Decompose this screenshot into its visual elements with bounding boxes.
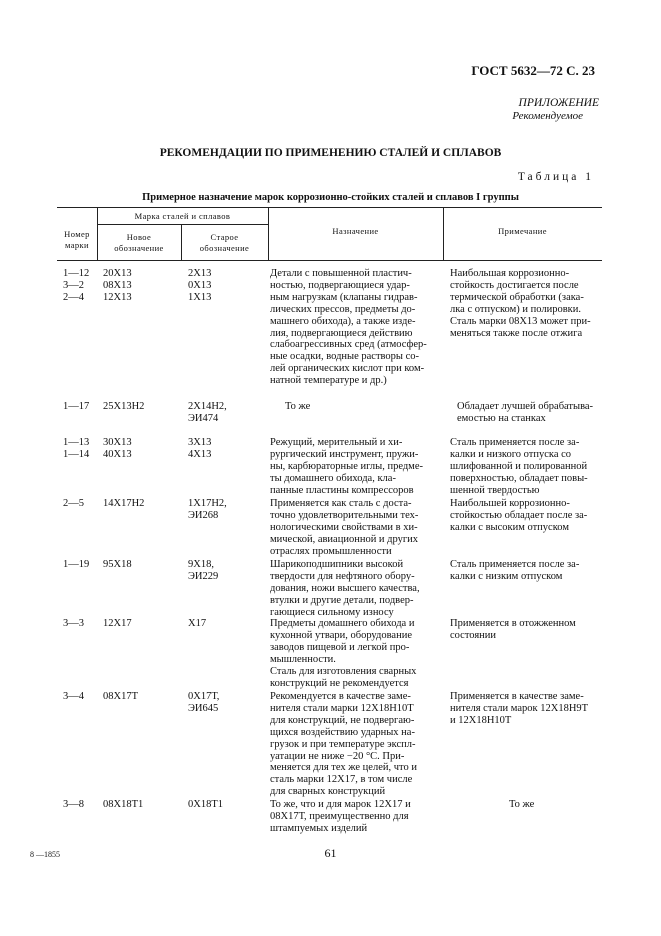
cell-old-grade: Х17 <box>188 618 207 629</box>
cell-new-grade: 95Х18 <box>103 559 132 570</box>
cell-old-grade: 3Х13 4Х13 <box>188 437 212 460</box>
cell-note: Применяется в качестве заме- нителя стали марок 12Х18Н9Т и 12Х18Н10Т <box>450 691 589 726</box>
cell-note: Применяется в отожженном состоянии <box>450 618 576 641</box>
col-header-purpose: Назначение <box>332 226 379 236</box>
table-top-rule <box>57 207 602 208</box>
table-subtitle: Примерное назначение марок коррозионно-стойких сталей и сплавов I группы <box>142 192 519 203</box>
cell-purpose: Режущий, мерительный и хи- рургический инструмент, пружи- ны, карбюраторные иглы, предме- ты домашнего обихода, кла- панные пластины компрессоров <box>270 437 423 496</box>
cell-purpose: То же <box>285 401 311 412</box>
page-number: 61 <box>324 846 337 860</box>
cell-purpose: То же, что и для марок 12Х17 и 08Х17Т, преимущественно для штампуемых изделий <box>270 799 411 834</box>
col-header-old: Старое обозначение <box>199 232 250 253</box>
cell-note: Сталь применяется после за- калки и низкого отпуска со шлифованной и полированной поверхностью, обладает повы- шенной твердостью <box>450 437 588 496</box>
cell-note: То же <box>509 799 535 810</box>
col-header-new: Новое обозначение <box>114 232 164 253</box>
appendix-label: ПРИЛОЖЕНИЕ <box>518 97 599 109</box>
cell-new-grade: 20Х13 08Х13 12Х13 <box>103 268 132 303</box>
table-label: Таблица 1 <box>517 171 594 183</box>
cell-old-grade: 2Х13 0Х13 1Х13 <box>188 268 212 303</box>
print-code: 8 —1855 <box>30 850 60 859</box>
col-header-note: Примечание <box>498 226 547 236</box>
page-title: РЕКОМЕНДАЦИИ ПО ПРИМЕНЕНИЮ СТАЛЕЙ И СПЛАВОВ <box>159 147 502 159</box>
cell-number: 2—5 <box>63 498 84 509</box>
cell-number: 1—17 <box>63 401 90 412</box>
cell-purpose: Шарикоподшипники высокой твердости для нефтяного обору- дования, ножи высшего качества, втулки и другие детали, подвер- гающиеся сильному износу <box>270 559 420 618</box>
cell-old-grade: 9Х18, ЭИ229 <box>188 559 219 582</box>
cell-number: 1—19 <box>63 559 90 570</box>
cell-number: 3—3 <box>63 618 84 629</box>
cell-number: 3—4 <box>63 691 84 702</box>
cell-note: Наибольшей коррозионно- стойкостью обладает после за- калки с высоким отпуском <box>450 498 588 533</box>
col-header-grade-group: Марка сталей и сплавов <box>134 211 231 221</box>
cell-old-grade: 0Х17Т, ЭИ645 <box>188 691 220 714</box>
cell-new-grade: 08Х18Т1 <box>103 799 144 810</box>
cell-new-grade: 12Х17 <box>103 618 132 629</box>
cell-number: 1—12 3—2 2—4 <box>63 268 90 303</box>
cell-old-grade: 2Х14Н2, ЭИ474 <box>188 401 227 424</box>
cell-new-grade: 25Х13Н2 <box>103 401 145 412</box>
cell-purpose: Детали с повышенной пластич- ностью, подвергающиеся удар- ным нагрузкам (клапаны гидрав- лических прессов, предметы до- машнего обихода), а также изде- лия, подвергающиеся действию слабоагрессивных сред (атмосфер- ные осадки, водные растворы со- лей органических кислот при ком- натной температуре и др.) <box>270 268 427 387</box>
cell-number: 1—13 1—14 <box>63 437 90 460</box>
cell-note: Наибольшая коррозионно- стойкость достигается после термической обработки (зака- лка с отпуском) и полировки. Сталь марки 08Х13 может при- меняться также после отжига <box>450 268 591 339</box>
cell-purpose: Предметы домашнего обихода и кухонной утвари, оборудование заводов пищевой и легкой про- мышленности. Сталь для изготовления сварных конструкций не рекомендуется <box>270 618 417 689</box>
recommended-label: Рекомендуемое <box>512 110 583 122</box>
cell-purpose: Рекомендуется в качестве заме- нителя стали марки 12Х18Н10Т для конструкций, не подвергаю- щихся воздействию ударных на- грузок и при температуре экспл- уатации не ниже −20 °С. При- меняется для тех же целей, что и сталь марки 12Х17, в том числе для сварных конструкций <box>270 691 417 798</box>
grade-group-rule <box>97 224 268 225</box>
cell-note: Сталь применяется после за- калки с низким отпуском <box>450 559 580 582</box>
cell-note: Обладает лучшей обрабатыва- емостью на станках <box>457 401 594 424</box>
cell-new-grade: 30Х13 40Х13 <box>103 437 132 460</box>
document-code: ГОСТ 5632—72 С. 23 <box>471 63 595 78</box>
cell-old-grade: 0Х18Т1 <box>188 799 223 810</box>
col-header-number: Номер марки <box>64 229 90 250</box>
header-bottom-rule <box>57 260 602 261</box>
cell-number: 3—8 <box>63 799 84 810</box>
cell-old-grade: 1Х17Н2, ЭИ268 <box>188 498 227 521</box>
cell-new-grade: 08Х17Т <box>103 691 138 702</box>
cell-purpose: Применяется как сталь с доста- точно удовлетворительными тех- нологическими свойствами в хи- мической, авиационной и других отраслях промышленности <box>270 498 419 557</box>
cell-new-grade: 14Х17Н2 <box>103 498 145 509</box>
